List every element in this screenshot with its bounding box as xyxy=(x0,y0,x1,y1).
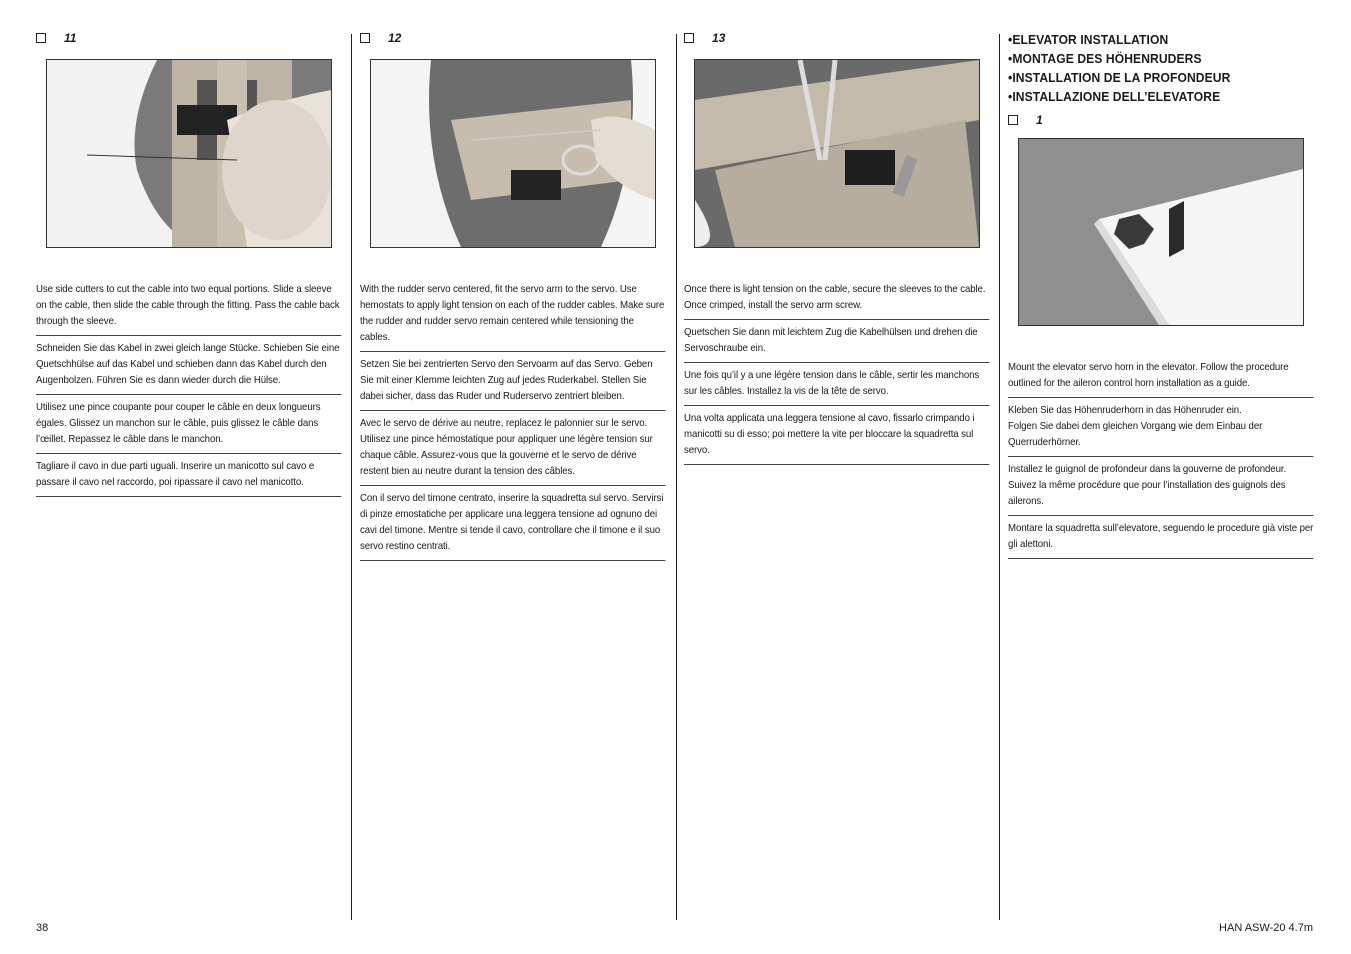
paragraph-de-line: Kleben Sie das Höhenruderhorn in das Höhenruder ein. xyxy=(1008,404,1242,416)
step-number: 1 xyxy=(1036,113,1043,127)
photo-elevator-horn xyxy=(1018,138,1304,326)
column-elevator xyxy=(1008,30,1314,559)
checkbox-icon[interactable] xyxy=(684,33,694,43)
photo-servo-arm xyxy=(694,59,980,248)
paragraph-it: Con il servo del timone centrato, inserire la squadretta sul servo. Servirsi di pinze emostatiche per applicare una leggera tensione ad ognuno dei cavi del timone. Mentre si tende il cavo, controllare che il timone e il suo servo restino centrati. xyxy=(360,486,665,561)
page-number: 38 xyxy=(36,922,49,934)
photo-cable-fitting xyxy=(46,59,332,248)
step-header xyxy=(684,30,990,46)
column-step-12 xyxy=(360,30,666,561)
section-heading-en: •ELEVATOR INSTALLATION xyxy=(1008,32,1169,47)
paragraph-de: Quetschen Sie dann mit leichtem Zug die Kabelhülsen und drehen die Servoschraube ein. xyxy=(684,320,989,363)
column-divider xyxy=(351,34,352,920)
column-divider xyxy=(676,34,677,920)
paragraph-en: With the rudder servo centered, fit the servo arm to the servo. Use hemostats to apply light tension on each of the rudder cables. Make sure the rudder and rudder servo remain centered while tensioning the cables. xyxy=(360,277,665,352)
footer-model-name: HAN ASW-20 4.7m xyxy=(1219,922,1313,934)
section-heading-fr: •INSTALLATION DE LA PROFONDEUR xyxy=(1008,70,1231,85)
paragraph-en: Once there is light tension on the cable, secure the sleeves to the cable. Once crimped, install the servo arm screw. xyxy=(684,277,989,320)
paragraph-de: Schneiden Sie das Kabel in zwei gleich lange Stücke. Schieben Sie eine Quetschhülse auf das Kabel und schieben dann das Kabel durch den Augenbolzen. Führen Sie es dann wieder durch die Hülse. xyxy=(36,336,341,395)
paragraph-fr: Avec le servo de dérive au neutre, replacez le palonnier sur le servo. Utilisez une pince hémostatique pour appliquer une légère tension sur chaque câble. Assurez-vous que la gouverne et le servo de dérive restent bien au neutre durant la tension des câbles. xyxy=(360,411,665,486)
section-heading-it: •INSTALLAZIONE DELL’ELEVATORE xyxy=(1008,89,1221,104)
paragraph-it: Tagliare il cavo in due parti uguali. Inserire un manicotto sul cavo e passare il cavo nel raccordo, poi ripassare il cavo nel manicotto. xyxy=(36,454,341,497)
column-step-13 xyxy=(684,30,990,465)
paragraph-en: Mount the elevator servo horn in the elevator. Follow the procedure outlined for the aileron control horn installation as a guide. xyxy=(1008,355,1313,398)
step-number: 11 xyxy=(64,31,77,45)
step-header xyxy=(36,30,342,46)
column-divider xyxy=(999,34,1000,920)
paragraph-de xyxy=(1008,398,1313,457)
paragraph-it: Montare la squadretta sull’elevatore, seguendo le procedure già viste per gli alettoni. xyxy=(1008,516,1313,559)
paragraph-it: Una volta applicata una leggera tensione al cavo, fissarlo crimpando i manicotti su di esso; poi mettere la vite per bloccare la squadretta sul servo. xyxy=(684,406,989,465)
paragraph-en: Use side cutters to cut the cable into two equal portions. Slide a sleeve on the cable, then slide the cable through the fitting. Pass the cable back through the sleeve. xyxy=(36,277,341,336)
column-step-11 xyxy=(36,30,342,497)
paragraph-fr: Une fois qu’il y a une légère tension dans le câble, sertir les manchons sur les câbles. Installez la vis de la tête de servo. xyxy=(684,363,989,406)
checkbox-icon[interactable] xyxy=(1008,115,1018,125)
checkbox-icon[interactable] xyxy=(36,33,46,43)
paragraph-fr: Installez le guignol de profondeur dans la gouverne de profondeur. Suivez la même procédure que pour l’installation des guignols des ailerons. xyxy=(1008,457,1313,516)
step-number: 13 xyxy=(712,31,726,45)
step-header xyxy=(1008,112,1314,128)
photo-hemostats xyxy=(370,59,656,248)
step-number: 12 xyxy=(388,31,402,45)
paragraph-de: Setzen Sie bei zentrierten Servo den Servoarm auf das Servo. Geben Sie mit einer Klemme leichten Zug auf jedes Ruderkabel. Stellen Sie dabei sicher, dass das Ruder und Ruderservo zentriert bleiben. xyxy=(360,352,665,411)
step-header xyxy=(360,30,666,46)
paragraph-fr: Utilisez une pince coupante pour couper le câble en deux longueurs égales. Glissez un manchon sur le câble, puis glissez le câble dans l’œillet. Repassez le câble dans le manchon. xyxy=(36,395,341,454)
paragraph-de-line: Folgen Sie dabei dem gleichen Vorgang wie dem Einbau der Querruderhörner. xyxy=(1008,420,1263,448)
checkbox-icon[interactable] xyxy=(360,33,370,43)
section-heading-de: •MONTAGE DES HÖHENRUDERS xyxy=(1008,51,1202,66)
